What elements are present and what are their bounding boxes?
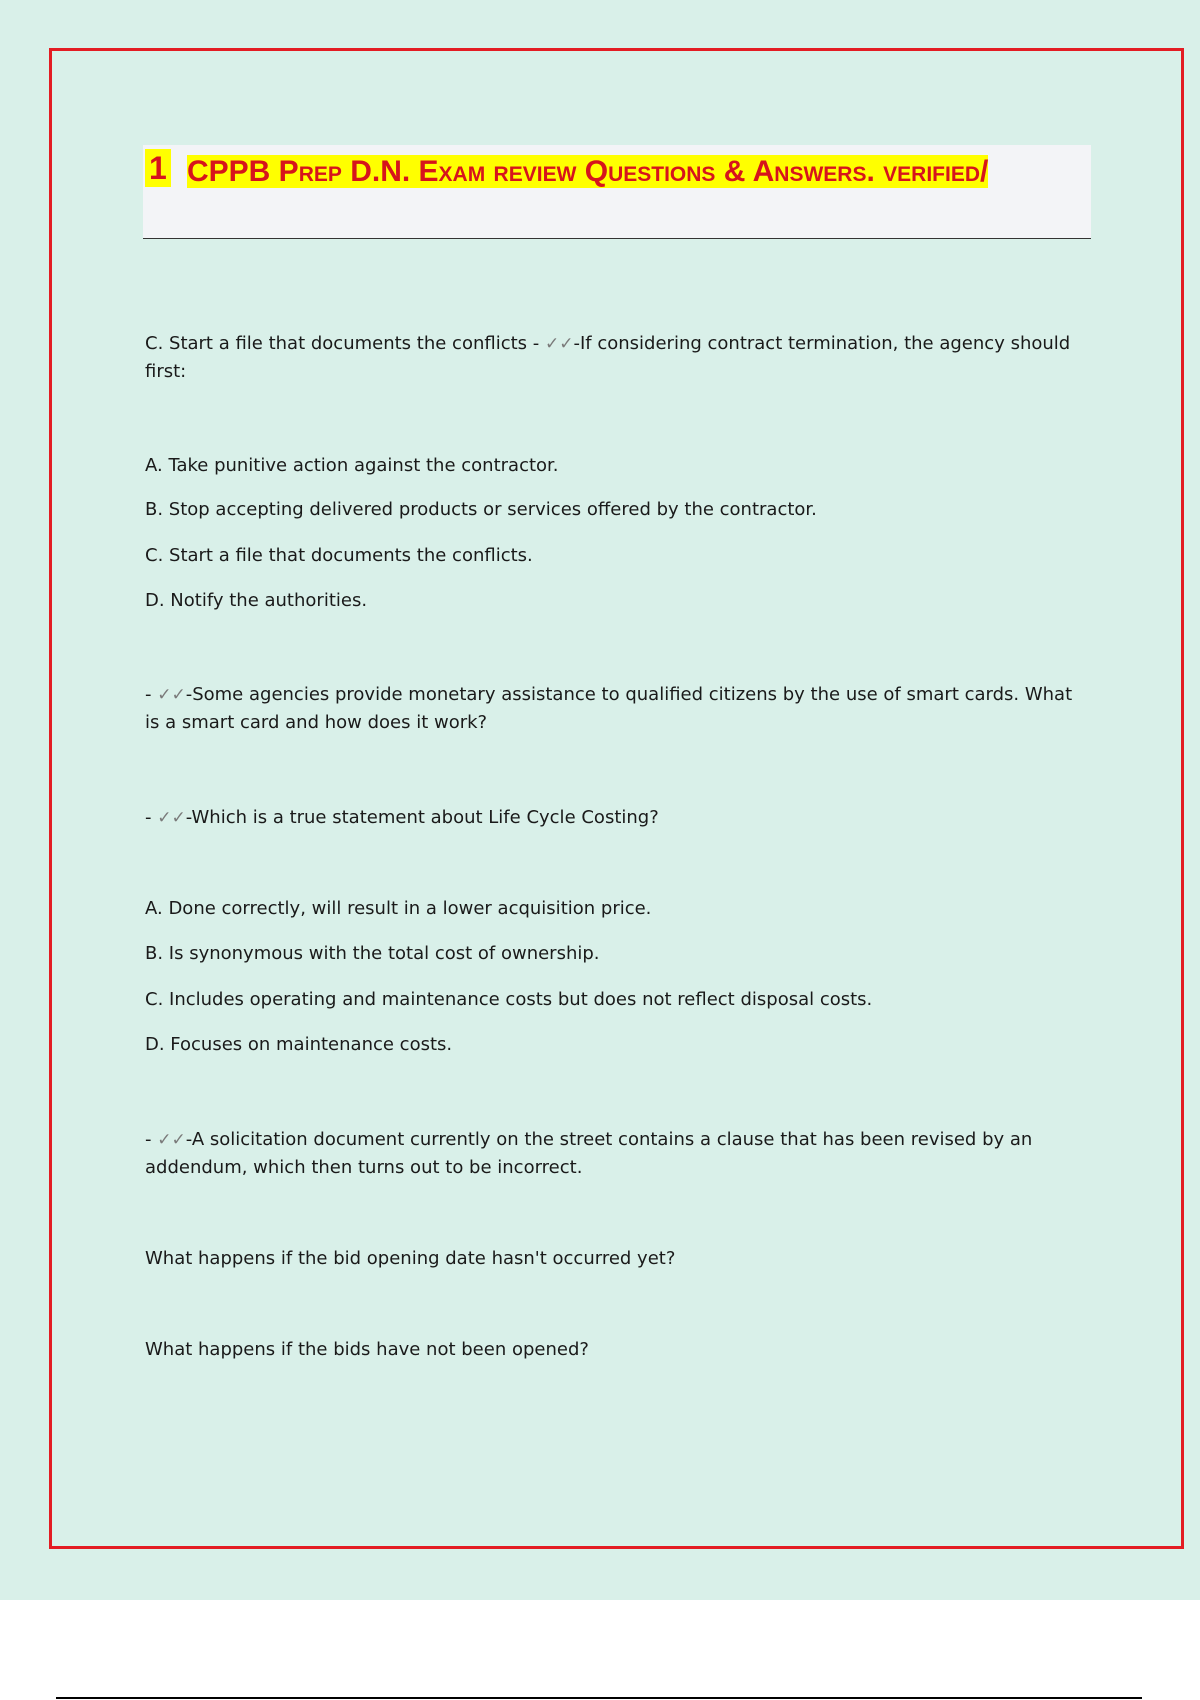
question-2-text: -Some agencies provide monetary assistance to qualified citizens by the use of smart cards. What is a smart card and how does it work? xyxy=(145,684,1073,733)
question-3-option-a: A. Done correctly, will result in a lower acquisition price. xyxy=(145,898,652,919)
question-1-option-d: D. Notify the authorities. xyxy=(145,590,368,611)
question-3 xyxy=(145,804,1085,832)
question-4-text: -A solicitation document currently on the street contains a clause that has been revised by an addendum, which then turns out to be incorrect. xyxy=(145,1129,1033,1178)
question-3-option-b: B. Is synonymous with the total cost of ownership. xyxy=(145,943,600,964)
heading-title-text: CPPB Prep D.N. Exam review Questions & Answers. verified/ xyxy=(187,155,989,188)
question-4-prefix: - xyxy=(145,1129,158,1150)
heading-number: 1 xyxy=(145,149,171,187)
heading-title xyxy=(187,149,1067,194)
page-border-frame xyxy=(49,48,1184,1549)
question-3-text: -Which is a true statement about Life Cycle Costing? xyxy=(185,807,659,828)
double-check-icon: ✓✓ xyxy=(544,334,574,354)
question-3-option-d: D. Focuses on maintenance costs. xyxy=(145,1034,453,1055)
question-4-followup-1: What happens if the bid opening date hasn't occurred yet? xyxy=(145,1248,676,1269)
question-4 xyxy=(145,1126,1085,1182)
question-2-prefix: - xyxy=(145,684,158,705)
question-1-option-a: A. Take punitive action against the contractor. xyxy=(145,455,559,476)
question-4-followup-2: What happens if the bids have not been opened? xyxy=(145,1339,589,1360)
question-2 xyxy=(145,681,1085,737)
question-3-option-c: C. Includes operating and maintenance costs but does not reflect disposal costs. xyxy=(145,989,873,1010)
double-check-icon: ✓✓ xyxy=(157,685,186,705)
question-1-option-b: B. Stop accepting delivered products or services offered by the contractor. xyxy=(145,499,817,520)
double-check-icon: ✓✓ xyxy=(157,1130,186,1150)
document-heading xyxy=(143,145,1091,239)
question-1-text: -If considering contract termination, the agency should first: xyxy=(145,333,1071,382)
question-1 xyxy=(145,330,1085,386)
double-check-icon: ✓✓ xyxy=(157,808,186,828)
question-3-prefix: - xyxy=(145,807,158,828)
footer-rule xyxy=(56,1697,1142,1699)
question-1-option-c: C. Start a file that documents the conflicts. xyxy=(145,545,533,566)
question-1-prefix: C. Start a file that documents the conflicts - xyxy=(145,333,545,354)
